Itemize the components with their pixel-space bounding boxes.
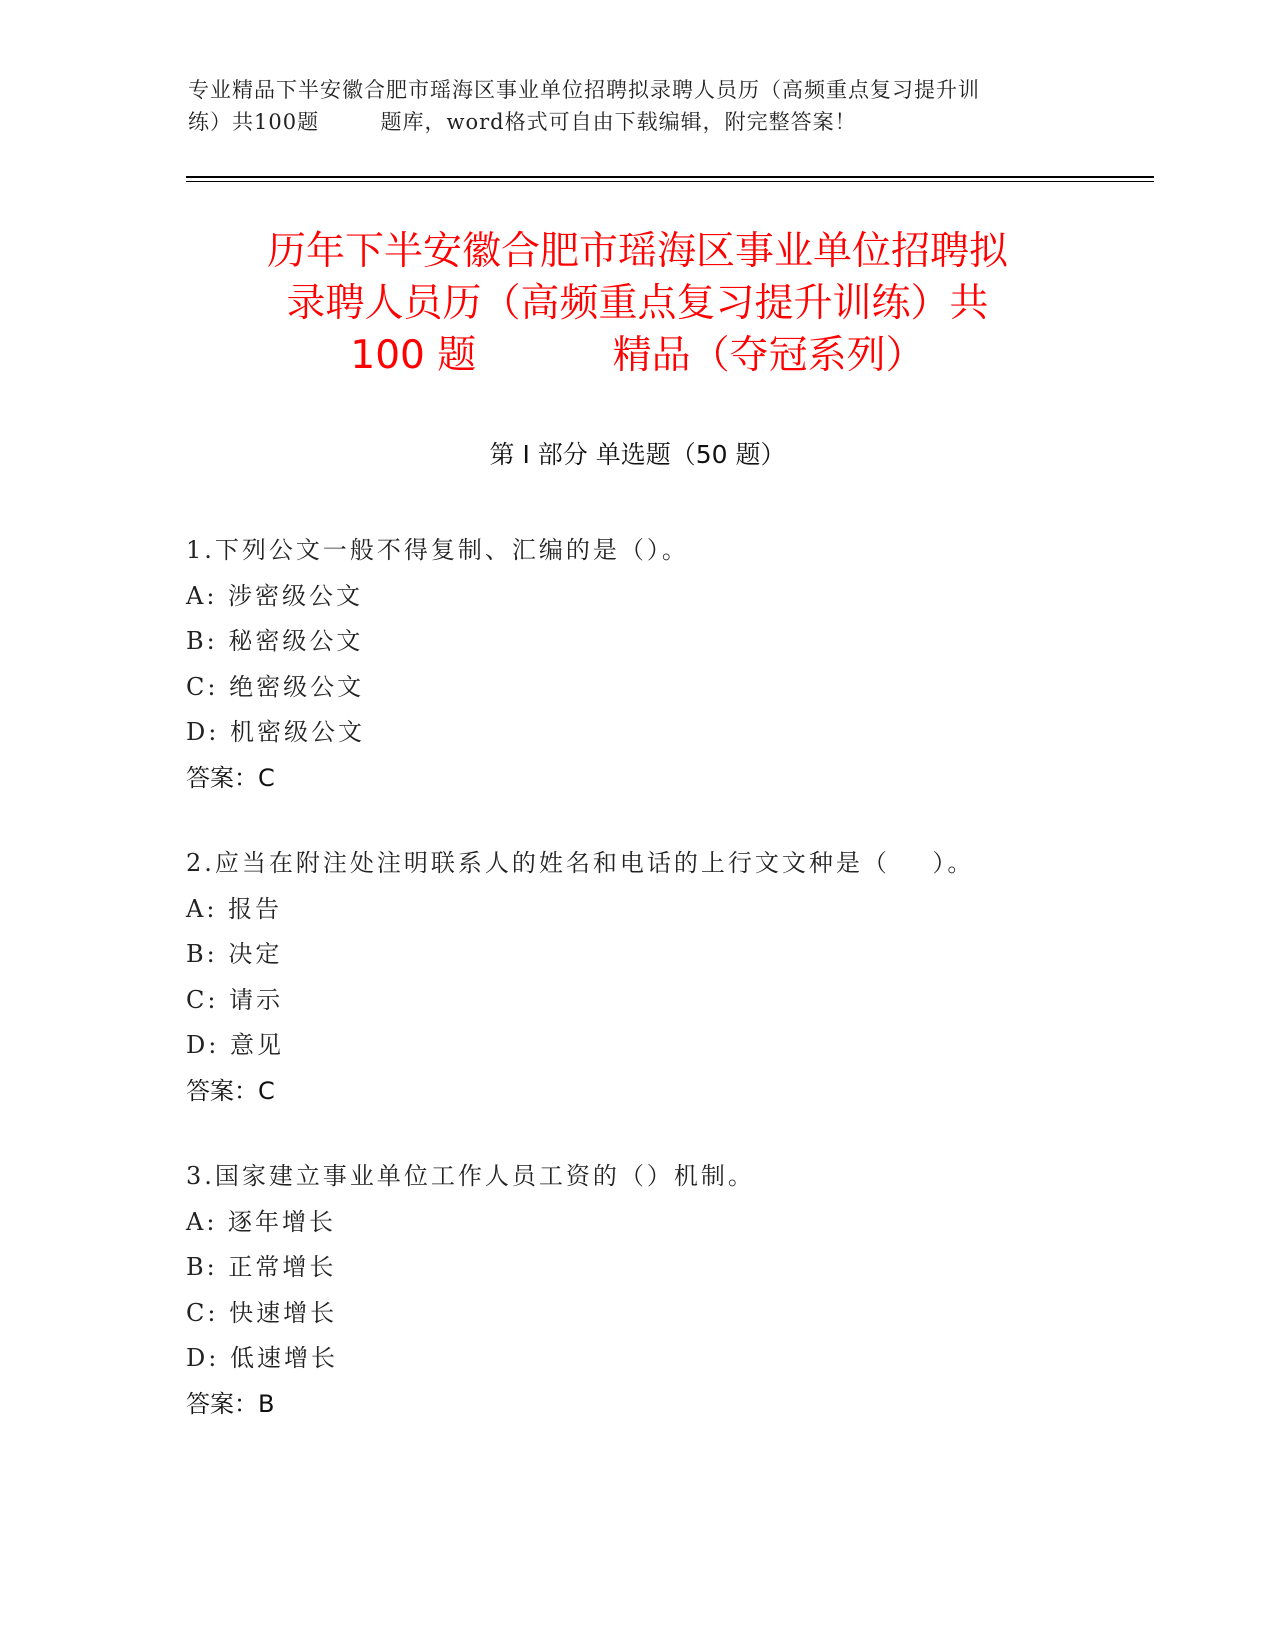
option-c: C: 请示	[186, 985, 284, 1014]
header-rule-thin	[186, 181, 1154, 182]
question-1	[186, 528, 1146, 801]
option-b: B: 秘密级公文	[186, 627, 364, 655]
answer: 答案：C	[186, 763, 275, 792]
option-b: B: 决定	[186, 940, 283, 968]
option-d: D: 意见	[186, 1031, 284, 1059]
document-title	[150, 226, 1125, 382]
section-title: 第 I 部分 单选题（50 题）	[489, 440, 786, 469]
title-line-1: 历年下半安徽合肥市瑶海区事业单位招聘拟	[266, 229, 1008, 274]
question-stem: 3.国家建立事业单位工作人员工资的（）机制。	[186, 1162, 755, 1190]
option-a: A: 报告	[186, 894, 283, 923]
option-b: B: 正常增长	[186, 1253, 337, 1281]
header-line-2: 练）共100题 题库，word格式可自由下载编辑，附完整答案！	[188, 110, 857, 134]
option-a: A: 涉密级公文	[186, 581, 364, 610]
page-header	[188, 74, 1088, 138]
option-d: D: 低速增长	[186, 1344, 338, 1372]
option-c: C: 绝密级公文	[186, 672, 365, 701]
question-stem: 2.应当在附注处注明联系人的姓名和电话的上行文文种是（ ）。	[186, 849, 975, 877]
question-3	[186, 1154, 1146, 1427]
question-stem: 1.下列公文一般不得复制、汇编的是（）。	[186, 536, 689, 564]
title-line-3: 100 题 精品（夺冠系列）	[350, 333, 925, 378]
option-d: D: 机密级公文	[186, 718, 365, 746]
question-2	[186, 841, 1146, 1114]
option-a: A: 逐年增长	[186, 1207, 337, 1236]
answer: 答案：B	[186, 1389, 275, 1418]
header-line-1: 专业精品下半安徽合肥市瑶海区事业单位招聘拟录聘人员历（高频重点复习提升训	[188, 78, 980, 102]
answer: 答案：C	[186, 1076, 275, 1105]
option-c: C: 快速增长	[186, 1298, 338, 1327]
title-line-2: 录聘人员历（高频重点复习提升训练）共	[286, 281, 989, 326]
header-rule-thick	[186, 176, 1154, 178]
question-list	[186, 528, 1146, 1467]
